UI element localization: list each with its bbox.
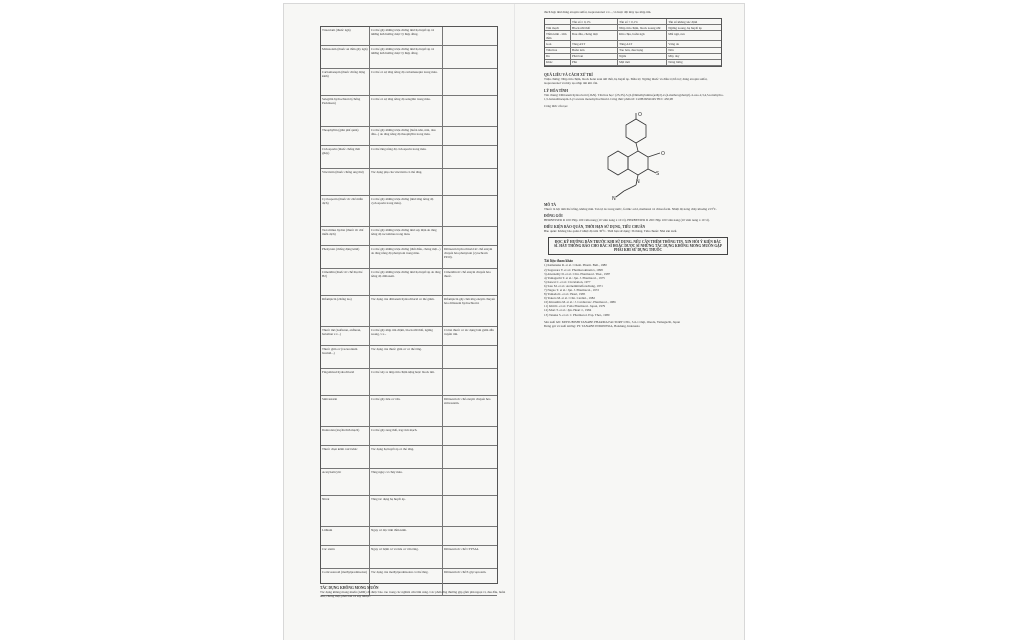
reference-item: 13) Tanaka S. et al.: J. Pharmacol. Exp. Ther., 1980 <box>544 312 610 317</box>
reference-item: 12) Mori T. et al.: Jpn. Heart J., 1984 <box>544 308 592 313</box>
pharm-text: Tên chung: Diltiazem hydroclorid (JAN). Tên hóa học: (2S,3S)-5-[2-(Dimethylamino)ethyl]-2-(4-methoxyphenyl)-4-oxo-2,3,4,5-tetrahydro-1,5-benzothiazepin-3-yl acetate monohydrochlorid. Công thức phân tử: C22H26N2O4S·HCl: 450,98 <box>544 93 724 102</box>
reference-item: 9) Yokota M. et al.: Clin. Cardiol., 1982 <box>544 296 595 301</box>
table-row <box>321 27 497 46</box>
note-cell <box>443 146 497 168</box>
pack-text: HERBESSER R 100: Hộp 100 viên nang (10 viên nang x 10 vỉ). HERBESSER R 200: Hộp 100 viên nang (10 viên nang x 10 vỉ). <box>544 217 710 222</box>
reference-item: 3) Abernethy D. et al.: Clin. Pharmacol. Ther., 1987 <box>544 271 611 276</box>
table-cell: Tăng ALT <box>618 41 667 46</box>
note-cell: Diltiazem ức chế enzym chuyển hóa simvastatin. <box>444 396 491 405</box>
pharm-title: LÝ HÓA TÍNH <box>544 89 568 94</box>
note-cell <box>443 227 497 245</box>
drug-cell: Selegilin hydrochlorid (chống Parkinson) <box>321 96 370 126</box>
reference-item: 5) Kawai C. et al.: Circulation, 1977 <box>544 279 591 284</box>
desc-title: MÔ TẢ <box>544 202 557 207</box>
overdose-text: Triệu chứng: Nhịp tim chậm, block hoàn toàn nhĩ thất, hạ huyết áp. Điều trị: Ngừng thuốc và điều trị hỗ trợ; dùng atropin sulfat, isoproterenol và máy tạo nhịp tim khi cần. <box>544 76 708 86</box>
reference-item: 1) Kamanaka R. et al.: Chem. Pharm. Bull., 1980 <box>544 263 607 268</box>
note-cell <box>443 446 497 468</box>
table-cell: Đau đầu, chóng mặt <box>571 31 618 40</box>
note-cell <box>443 69 497 95</box>
drug-cell: Acetylsalicylic <box>321 469 370 495</box>
table-cell: Phát ban <box>571 54 618 59</box>
overdose-title: QUÁ LIỀU VÀ CÁCH XỬ TRÍ <box>544 72 593 77</box>
table-row <box>321 296 497 327</box>
note-cell <box>443 27 497 45</box>
table-row <box>321 427 497 446</box>
table-cell: Tiêu hóa <box>545 48 571 53</box>
effect-cell: Có thể tăng nồng độ ciclosporin trong máu. <box>370 146 443 168</box>
drug-cell: Midazolam (thuốc an thần gây ngủ) <box>321 46 370 68</box>
svg-text:N: N <box>612 195 616 201</box>
table-cell: Da <box>545 54 571 59</box>
effect-cell: Có thể gây rung thất, trụy tim mạch. <box>370 427 443 445</box>
importer-text: Đóng gói và xuất xưởng: PT. TANABE INDONESIA, Bandung, Indonesia <box>544 323 640 328</box>
intro-text: thích hợp như dùng atropin sulfat, isoproterenol v.v..., và hoặc đặt máy tạo nhịp tim. <box>544 10 652 14</box>
drug-cell: Thuốc mê (isofluran, enfluran, halothan v.v...) <box>321 327 370 345</box>
note-cell <box>443 96 497 126</box>
section-title: TÁC DỤNG KHÔNG MONG MUỐN <box>320 586 379 590</box>
effect-cell: Tác dụng của thuốc giãn cơ có thể tăng. <box>370 346 443 368</box>
note-cell: Cimetidin ức chế enzym chuyển hóa thuốc. <box>444 269 491 278</box>
interaction-table <box>320 26 498 584</box>
references-title: Tài liệu tham khảo <box>544 259 574 264</box>
table-row <box>321 396 497 427</box>
svg-text:N: N <box>636 178 640 185</box>
effect-cell: Có thể xảy ra nhịp tim chậm nặng hoặc block tim. <box>370 369 443 395</box>
drug-cell: Cyclosporin (thuốc ức chế miễn dịch) <box>321 196 370 226</box>
table-row <box>321 369 497 396</box>
references-list <box>544 263 724 316</box>
drug-cell: Tacrolimus hydrat (thuốc ức chế miễn dịch) <box>321 227 370 245</box>
table-cell: Ngứa <box>618 54 667 59</box>
structure-label: Công thức cấu tạo: <box>544 104 569 109</box>
effect-cell: Nguy cơ độc tính thần kinh. <box>370 527 443 545</box>
section-text: Tác dụng không mong muốn (ADR) đã được báo cáo trong các nghiên cứu lâm sàng. Các phản ứng thường gặp gồm phù ngoại vi, đau đầu, buồn nôn, chóng mặt, phát ban và suy nhược. <box>320 590 506 599</box>
effect-cell: Có thể gây những triệu chứng như hạ huyết áp do tăng nồng độ diltiazem. <box>370 269 443 295</box>
table-row <box>321 546 497 569</box>
table-cell: Tần số < 0,1% <box>618 19 667 24</box>
effect-cell: Tăng tác dụng hạ huyết áp. <box>370 496 443 526</box>
table-row <box>321 496 497 527</box>
svg-text:O: O <box>638 111 642 118</box>
table-cell: Khó chịu, buồn ngủ <box>618 31 667 40</box>
drug-cell: Corticosteroid (methylprednisolon) <box>321 569 370 595</box>
table-cell: Mệt mỏi <box>618 60 667 65</box>
effect-cell: Tác dụng phụ của vincristin có thể tăng. <box>370 169 443 195</box>
table-cell: Mày đay <box>668 54 680 59</box>
svg-text:O: O <box>661 150 665 157</box>
table-cell: Nhịp tim chậm, block xoang nhĩ <box>618 25 667 30</box>
table-cell: Ngừng xoang, hạ huyết áp <box>668 25 702 30</box>
drug-cell: Carbamazepin (thuốc chống động kinh) <box>321 69 370 95</box>
drug-cell: Các statin <box>321 546 370 568</box>
drug-cell: Phenytoin (chống động kinh) <box>321 246 370 268</box>
drug-cell: Dantrolen (truyền tĩnh mạch) <box>321 427 370 445</box>
drug-cell: Rifampicin (chống lao) <box>321 296 370 326</box>
table-row <box>321 269 497 296</box>
table-cell: Tần số ≥ 0,1% <box>571 19 618 24</box>
table-row <box>321 146 497 169</box>
table-cell: Táo bón, đau bụng <box>618 48 667 53</box>
table-row <box>321 327 497 346</box>
table-cell: Gan <box>545 41 571 46</box>
note-cell <box>443 496 497 526</box>
effect-cell: Có thể gây những triệu chứng (thất điều, chóng mặt...) do tăng nồng độ phenytoin trong máu. <box>370 246 443 268</box>
note-cell <box>443 169 497 195</box>
drug-cell: Simvastatin <box>321 396 370 426</box>
table-row <box>321 127 497 146</box>
effect-cell: Có thể gây những triệu chứng (như tăng nồng độ cyclosporin trong máu). <box>370 196 443 226</box>
desc-text: Thuốc là bột tinh thể trắng, không mùi. Tan tự do trong nước, formic acid, methanol và chloroform. Nhiệt độ nóng chảy khoảng 213°C. <box>544 206 717 211</box>
table-cell: Khác <box>545 60 571 65</box>
reference-item: 2) Sugawara Y. et al.: Pharmacokinetics, 1998 <box>544 267 603 272</box>
reference-item: 11) Ishii K. et al.: Folia Pharmacol. Japon, 1979 <box>544 304 606 309</box>
table-row <box>545 31 721 41</box>
note-cell: Cả hai thuốc có tác dụng làm giảm dẫn truyền tim. <box>444 327 494 336</box>
table-cell: Nóng bừng <box>668 60 683 65</box>
drug-cell: Nitrat <box>321 496 370 526</box>
effect-cell: Có thể gây những triệu chứng như hạ huyết áp và những ảnh hưởng dược lý hiệp đồng. <box>370 46 443 68</box>
storage-title: ĐIỀU KIỆN BẢO QUẢN, THỜI HẠN SỬ DỤNG, TIÊU CHUẨN <box>544 224 646 229</box>
effect-cell: Có thể có sự tăng nồng độ carbamazepin trong máu. <box>370 69 443 95</box>
note-cell: Diltiazem ức chế CYP3A4. <box>444 546 480 551</box>
drug-cell: Vincristin (thuốc chống ung thư) <box>321 169 370 195</box>
table-row <box>545 60 721 66</box>
note-cell <box>443 46 497 68</box>
note-cell <box>443 346 497 368</box>
table-cell: Tăng AST <box>571 41 618 46</box>
drug-cell: Cimetidin (thuốc ức chế thụ thể H2) <box>321 269 370 295</box>
table-row <box>321 96 497 127</box>
table-cell: Phù <box>571 60 618 65</box>
reference-item: 7) Nagao T. et al.: Jpn. J. Pharmacol., 1972 <box>544 288 599 292</box>
right-column <box>536 10 736 328</box>
reference-item: 6) Sato M. et al.: Arzneimittelforschung, 1971 <box>544 283 603 288</box>
adverse-effects-section <box>320 586 510 598</box>
drug-cell: Theophyllin (giãn phế quản) <box>321 127 370 145</box>
reference-item: 10) Kinoshita M. et al.: J. Cardiovasc. Pharmacol., 1986 <box>544 300 616 305</box>
table-row <box>321 46 497 69</box>
table-row <box>321 446 497 469</box>
table-cell: Buồn nôn <box>571 48 618 53</box>
adverse-effects-table <box>544 18 722 67</box>
effect-cell: Nguy cơ bệnh cơ và tiêu cơ vân tăng. <box>370 546 443 568</box>
table-row <box>321 346 497 369</box>
manufacturer-text: Sản xuất bởi: MITSUBISHI TANABE PHARMA FACTORY LTD., 3-6-1 Ouji, Onoda, Yamaguchi, Japan <box>544 319 680 324</box>
table-cell: Tần số không xác định <box>668 19 698 24</box>
effect-cell: Có thể gây nhịp tim chậm, block nhĩ thất, ngừng xoang, v.v... <box>370 327 443 345</box>
chemical-structure-diagram <box>576 111 686 201</box>
note-cell <box>443 127 497 145</box>
effect-cell: Tác dụng của diltiazem hydrochlorid có thể giảm. <box>370 296 443 326</box>
table-cell: Tim mạch <box>545 25 571 30</box>
note-cell: Diltiazem ức chế P-glycoprotein. <box>444 569 487 574</box>
drug-cell: Lithium <box>321 527 370 545</box>
svg-text:S: S <box>656 170 660 177</box>
table-row <box>321 227 497 246</box>
drug-cell: Triazolam (thuốc ngủ) <box>321 27 370 45</box>
reference-item: 4) Yamaguchi T. et al.: Jpn. J. Pharmacol., 1975 <box>544 275 605 280</box>
note-cell <box>443 527 497 545</box>
drug-cell: Fingolimod hydrochlorid <box>321 369 370 395</box>
pack-title: ĐÓNG GÓI <box>544 213 563 218</box>
effect-cell: Có thể gây những triệu chứng (buồn nôn, nôn, đau đầu...) do tăng nồng độ theophyllin trong máu. <box>370 127 443 145</box>
table-row <box>321 69 497 96</box>
leaflet-page <box>284 4 744 640</box>
table-cell: Mất ngủ, run <box>668 31 685 36</box>
storage-text: Bảo quản: Không bảo quản ở nhiệt độ trên 30°C. Thời hạn sử dụng: 36 tháng. Tiêu chuẩn: Nhà sản xuất. <box>544 228 678 233</box>
note-cell: Rifampicin gây cảm ứng enzym chuyển hóa diltiazem hydrochlorid. <box>444 296 495 305</box>
drug-cell: Thuốc giãn cơ (vecuronium bromid...) <box>321 346 370 368</box>
table-row <box>321 246 497 269</box>
drug-cell: Ciclosporin (thuốc chống thải ghép) <box>321 146 370 168</box>
note-cell: Diltiazem hydrochlorid ức chế enzym chuyển hóa phenytoin (cytochrom P450). <box>444 246 493 259</box>
table-row <box>321 469 497 496</box>
table-cell: Thần kinh - tâm thần <box>545 31 571 40</box>
table-row <box>321 196 497 227</box>
effect-cell: Có thể có sự tăng nồng độ selegilin trong máu. <box>370 96 443 126</box>
note-cell <box>443 369 497 395</box>
table-cell: Nôn <box>668 48 674 53</box>
table-row <box>321 527 497 546</box>
reference-item: 8) Yamada K. et al.: Heart, 1985 <box>544 292 586 297</box>
table-row <box>321 169 497 196</box>
note-cell <box>443 196 497 226</box>
table-cell: Vàng da <box>668 41 679 46</box>
effect-cell: Có thể gây những triệu chứng như suy thận do tăng nồng độ tacrolimus trong máu. <box>370 227 443 245</box>
table-cell <box>545 19 571 24</box>
note-cell <box>443 427 497 445</box>
effect-cell: Có thể gây những triệu chứng như hạ huyết áp và những ảnh hưởng dược lý hiệp đồng. <box>370 27 443 45</box>
drug-cell: Thuốc chẹn kênh calci khác <box>321 446 370 468</box>
effect-cell: Tác dụng hạ huyết áp có thể tăng. <box>370 446 443 468</box>
fold-line <box>514 4 515 640</box>
note-cell <box>443 469 497 495</box>
table-cell: Block nhĩ thất <box>571 25 618 30</box>
effect-cell: Có thể gây tiêu cơ vân. <box>370 396 443 426</box>
warning-box: ĐỌC KỸ HƯỚNG DẪN TRƯỚC KHI SỬ DỤNG. NẾU CẦN THÊM THÔNG TIN, XIN HỎI Ý KIẾN BÁC SĨ. HÃY THÔNG BÁO CHO BÁC SĨ HOẶC DƯỢC SĨ NHỮNG TÁC DỤNG KHÔNG MONG MUỐN GẶP PHẢI KHI SỬ DỤNG THUỐC <box>548 237 728 255</box>
effect-cell: Tăng nguy cơ chảy máu. <box>370 469 443 495</box>
effect-cell: Tác dụng của methylprednisolon có thể tăng. <box>370 569 443 595</box>
